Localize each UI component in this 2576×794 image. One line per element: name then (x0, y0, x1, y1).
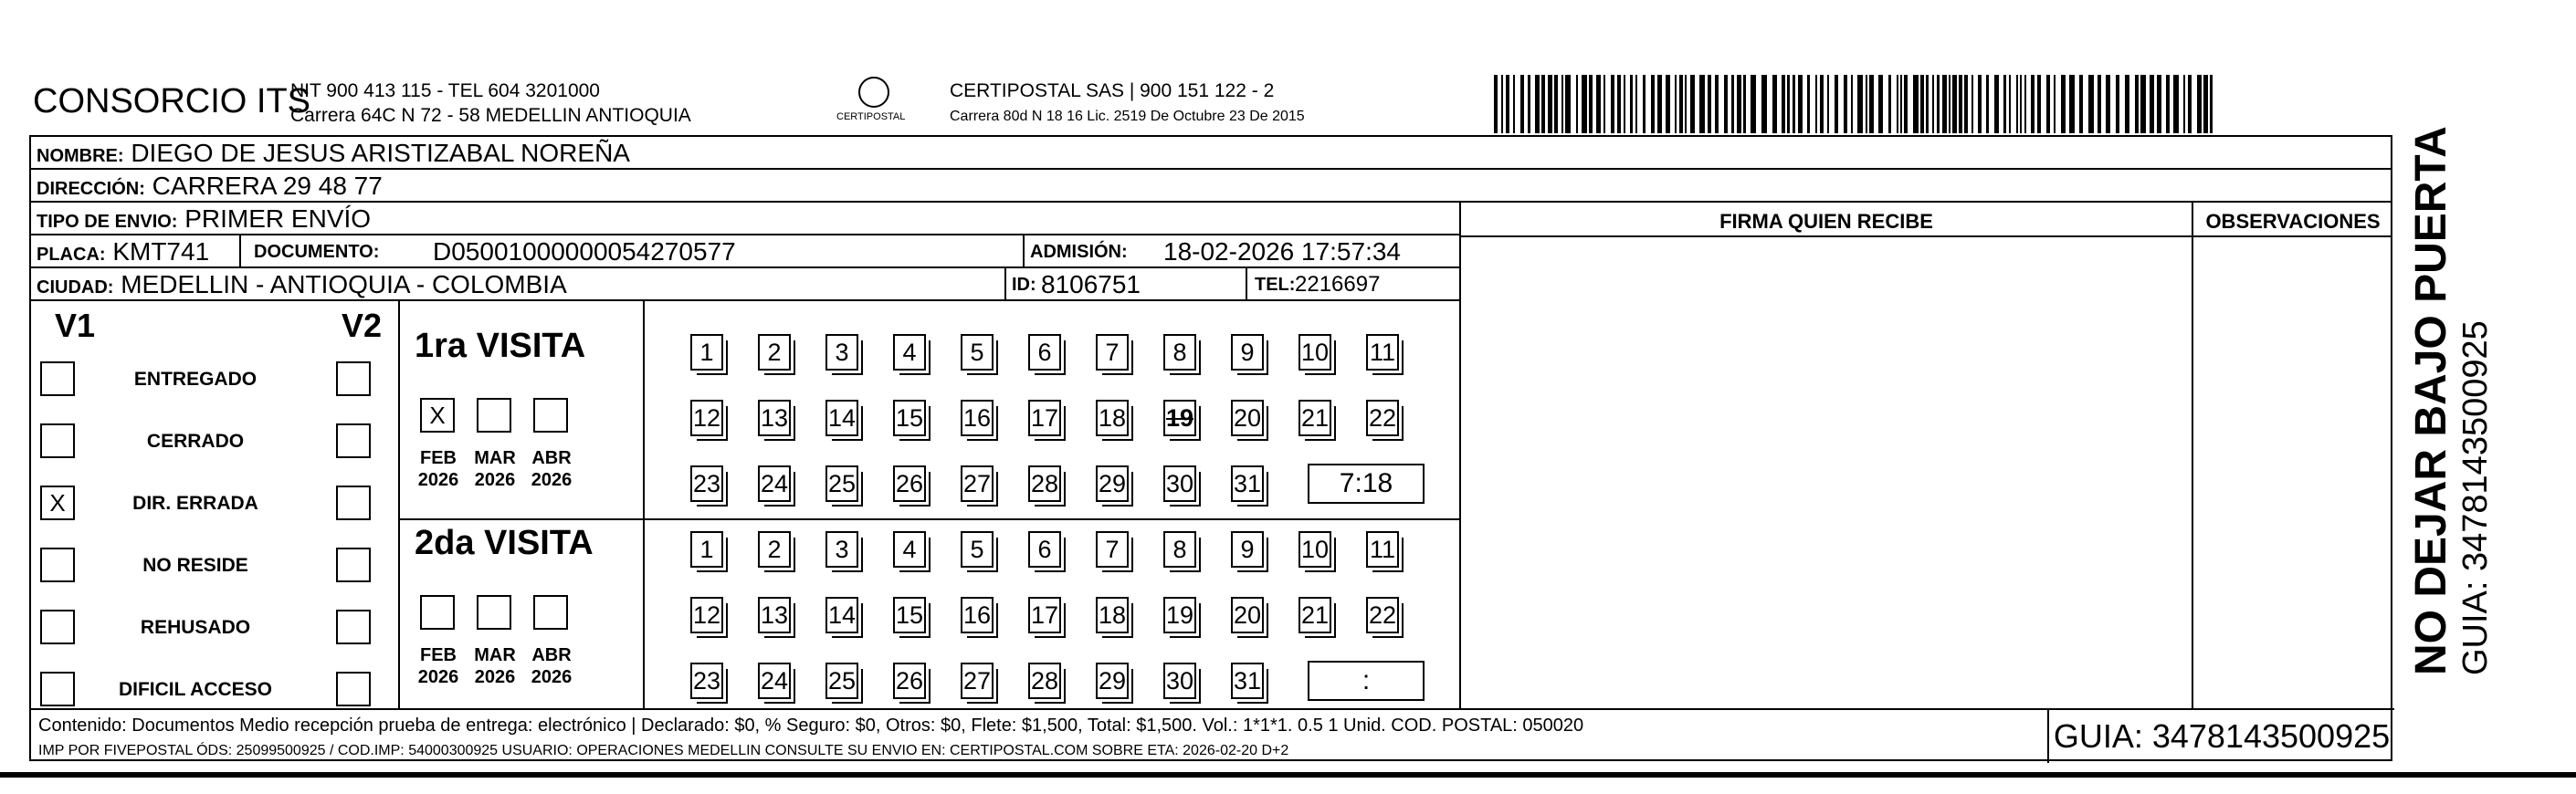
day-box[interactable]: 27 (961, 663, 994, 699)
certi-line1: CERTIPOSTAL SAS | 900 151 122 - 2 (950, 80, 1275, 101)
guia-number: GUIA: 3478143500925 (2047, 710, 2394, 763)
day-box[interactable]: 12 (690, 400, 723, 436)
day-box[interactable]: 25 (825, 663, 858, 699)
divider (1459, 203, 1461, 710)
day-box[interactable]: 22 (1366, 597, 1399, 633)
v1-checkbox[interactable] (40, 361, 75, 396)
ciudad-value: MEDELLIN - ANTIOQUIA - COLOMBIA (121, 270, 567, 298)
day-box[interactable]: 9 (1231, 531, 1264, 568)
v2-checkbox[interactable] (336, 672, 371, 706)
logo-text: CERTIPOSTAL (836, 111, 906, 122)
day-box[interactable]: 8 (1163, 531, 1196, 568)
day-box[interactable]: 7 (1096, 531, 1129, 568)
day-box[interactable]: 15 (893, 400, 926, 436)
tel-value: 2216697 (1295, 272, 1381, 297)
day-box[interactable]: 15 (893, 597, 926, 633)
day-box[interactable]: 21 (1299, 597, 1331, 633)
status-label: CERRADO (146, 431, 245, 452)
certipostal-info (950, 78, 1305, 130)
month-checkbox[interactable] (420, 595, 455, 630)
day-box[interactable]: 30 (1163, 465, 1196, 502)
v1-checkbox[interactable] (40, 610, 75, 644)
month-name: ABR (531, 448, 572, 468)
month-checkbox[interactable] (477, 398, 511, 433)
day-box[interactable]: 3 (825, 531, 858, 568)
direccion-label: DIRECCIÓN: (37, 179, 145, 199)
month-label (524, 447, 579, 491)
day-box[interactable]: 31 (1231, 465, 1264, 502)
day-box[interactable]: 16 (961, 400, 994, 436)
month-label (468, 644, 522, 688)
footer-line1: Contenido: Documentos Medio recepción prueba de entrega: electrónico | Declarado: $0, % Seguro: $0, Otros: $0, Flete: $1,500, Total: $1,500. Vol.: 1*1*1. 0.5 1 Unid. COD. POSTAL: 050020 (38, 716, 1584, 736)
placa-label: PLACA: (37, 245, 106, 265)
status-label: NO RESIDE (142, 555, 248, 576)
day-box[interactable]: 4 (893, 531, 926, 568)
admision-value: 18-02-2026 17:57:34 (1163, 237, 1401, 266)
divider (31, 708, 2394, 710)
tel-label: TEL: (1255, 275, 1296, 295)
placa-row (31, 235, 1459, 268)
day-box[interactable]: 18 (1096, 597, 1129, 633)
company-info (290, 78, 691, 128)
day-box[interactable]: 29 (1096, 663, 1129, 699)
day-box[interactable]: 5 (961, 531, 994, 568)
v1-header: V1 (55, 307, 96, 344)
month-name: ABR (531, 645, 572, 665)
v2-checkbox[interactable] (336, 610, 371, 644)
status-label: DIFICIL ACCESO (118, 679, 272, 700)
v1-checkbox[interactable] (40, 548, 75, 582)
day-box[interactable]: 29 (1096, 465, 1129, 502)
day-box[interactable]: 17 (1028, 400, 1061, 436)
day-box[interactable]: 2 (758, 531, 791, 568)
day-box[interactable]: 13 (758, 597, 791, 633)
month-name: FEB (420, 645, 457, 665)
month-checkbox[interactable] (533, 398, 568, 433)
day-box[interactable]: 19 (1163, 597, 1196, 633)
barcode (1494, 75, 2215, 133)
day-box[interactable]: 2 (758, 334, 791, 371)
day-box[interactable]: 23 (690, 465, 723, 502)
day-box[interactable]: 21 (1299, 400, 1331, 436)
status-label: REHUSADO (140, 617, 251, 638)
firma-header: FIRMA QUIEN RECIBE (1719, 210, 1933, 233)
divider (239, 235, 241, 268)
address-line: Carrera 64C N 72 - 58 MEDELLIN ANTIOQUIA (290, 105, 691, 126)
nombre-value: DIEGO DE JESUS ARISTIZABAL NOREÑA (131, 139, 630, 167)
month-checkbox[interactable] (477, 595, 511, 630)
v2-checkbox[interactable] (336, 486, 371, 520)
nit-line: NIT 900 413 115 - TEL 604 3201000 (290, 80, 600, 101)
month-checkbox[interactable]: X (420, 398, 455, 433)
delivery-form (29, 135, 2392, 761)
side-no-dejar: NO DEJAR BAJO PUERTA (2407, 126, 2455, 675)
bottom-edge (0, 772, 2576, 778)
day-box[interactable]: 3 (825, 334, 858, 371)
divider (2192, 203, 2193, 710)
month-year: 2026 (417, 667, 459, 687)
company-name: CONSORCIO ITS (33, 82, 311, 120)
day-box[interactable]: 10 (1299, 531, 1331, 568)
v2-header: V2 (342, 307, 383, 344)
status-label: ENTREGADO (133, 369, 258, 390)
day-box[interactable]: 12 (690, 597, 723, 633)
divider (398, 301, 400, 710)
month-label (411, 644, 466, 688)
day-box[interactable]: 26 (893, 465, 926, 502)
day-box[interactable]: 27 (961, 465, 994, 502)
day-box[interactable]: 13 (758, 400, 791, 436)
divider (1023, 235, 1025, 268)
month-label (411, 447, 466, 491)
v1-checkbox[interactable] (40, 423, 75, 458)
month-name: FEB (420, 448, 457, 468)
status-label: DIR. ERRADA (132, 493, 258, 514)
admision-label: ADMISIÓN: (1030, 242, 1128, 262)
certipostal-logo (833, 71, 915, 131)
day-box[interactable]: 31 (1231, 663, 1264, 699)
direccion-row (31, 170, 2391, 203)
month-year: 2026 (417, 470, 459, 490)
nombre-label: NOMBRE: (37, 146, 124, 166)
footer-line2: IMP POR FIVEPOSTAL ÓDS: 25099500925 / COD.IMP: 54000300925 USUARIO: OPERACIONES MEDELLIN CONSULTE SU ENVIO EN: CERTIPOSTAL.COM SOBRE ETA: 2026-02-20 D+2 (38, 743, 1289, 758)
day-box[interactable]: 4 (893, 334, 926, 371)
v1-checkbox[interactable] (40, 672, 75, 706)
day-box[interactable]: 20 (1231, 400, 1264, 436)
ciudad-label: CIUDAD: (37, 277, 114, 298)
v2-checkbox[interactable] (336, 423, 371, 458)
day-box[interactable]: 19 (1163, 400, 1196, 436)
day-box[interactable]: 9 (1231, 334, 1264, 371)
month-year: 2026 (531, 470, 573, 490)
day-box[interactable]: 10 (1299, 334, 1331, 371)
day-box[interactable]: 24 (758, 465, 791, 502)
day-box[interactable]: 1 (690, 334, 723, 371)
v1-checkbox[interactable]: X (40, 486, 75, 520)
month-label (468, 447, 522, 491)
side-guia: GUIA: 3478143500925 (2456, 320, 2495, 675)
day-box[interactable]: 26 (893, 663, 926, 699)
day-box[interactable]: 8 (1163, 334, 1196, 371)
day-box[interactable]: 14 (825, 597, 858, 633)
day-box[interactable]: 24 (758, 663, 791, 699)
day-box[interactable]: 22 (1366, 400, 1399, 436)
day-box[interactable]: 7 (1096, 334, 1129, 371)
observaciones-header: OBSERVACIONES (2205, 210, 2381, 233)
day-box[interactable]: 17 (1028, 597, 1061, 633)
divider (398, 518, 1459, 520)
day-box[interactable]: 23 (690, 663, 723, 699)
month-label (524, 644, 579, 688)
divider (1004, 268, 1006, 301)
day-box[interactable]: 28 (1028, 663, 1061, 699)
direccion-value: CARRERA 29 48 77 (152, 172, 383, 200)
v2-checkbox[interactable] (336, 361, 371, 396)
id-label: ID: (1012, 275, 1036, 295)
day-box[interactable]: 28 (1028, 465, 1061, 502)
day-box[interactable]: 30 (1163, 663, 1196, 699)
day-box[interactable]: 16 (961, 597, 994, 633)
day-box[interactable]: 6 (1028, 531, 1061, 568)
id-value: 8106751 (1041, 270, 1141, 298)
tipo-row (31, 203, 1459, 235)
day-box[interactable]: 25 (825, 465, 858, 502)
side-notice (2406, 126, 2496, 675)
visit1-title: 1ra VISITA (415, 327, 586, 365)
day-box[interactable]: 1 (690, 531, 723, 568)
day-box[interactable]: 11 (1366, 334, 1399, 371)
certi-line2: Carrera 80d N 18 16 Lic. 2519 De Octubre 23 De 2015 (950, 109, 1305, 124)
v2-checkbox[interactable] (336, 548, 371, 582)
month-name: MAR (474, 645, 516, 665)
divider (1246, 268, 1247, 301)
tipo-value: PRIMER ENVÍO (184, 204, 372, 233)
divider (643, 301, 645, 710)
day-box[interactable]: 6 (1028, 334, 1061, 371)
month-name: MAR (474, 448, 516, 468)
tipo-label: TIPO DE ENVIO: (37, 212, 178, 232)
placa-value: KMT741 (112, 237, 210, 266)
time-box[interactable]: 7:18 (1308, 464, 1425, 504)
time-box[interactable]: : (1308, 661, 1425, 701)
documento-value: D05001000000054270577 (433, 237, 736, 266)
month-checkbox[interactable] (533, 595, 568, 630)
day-box[interactable]: 20 (1231, 597, 1264, 633)
month-year: 2026 (474, 470, 516, 490)
documento-label: DOCUMENTO: (254, 242, 380, 262)
visit2-title: 2da VISITA (415, 524, 594, 562)
month-year: 2026 (474, 667, 516, 687)
day-box[interactable]: 14 (825, 400, 858, 436)
month-year: 2026 (531, 667, 573, 687)
nombre-row (31, 137, 2391, 170)
day-box[interactable]: 18 (1096, 400, 1129, 436)
logo-emblem-icon (858, 77, 889, 108)
day-box[interactable]: 11 (1366, 531, 1399, 568)
day-box[interactable]: 5 (961, 334, 994, 371)
divider (1459, 235, 2392, 237)
